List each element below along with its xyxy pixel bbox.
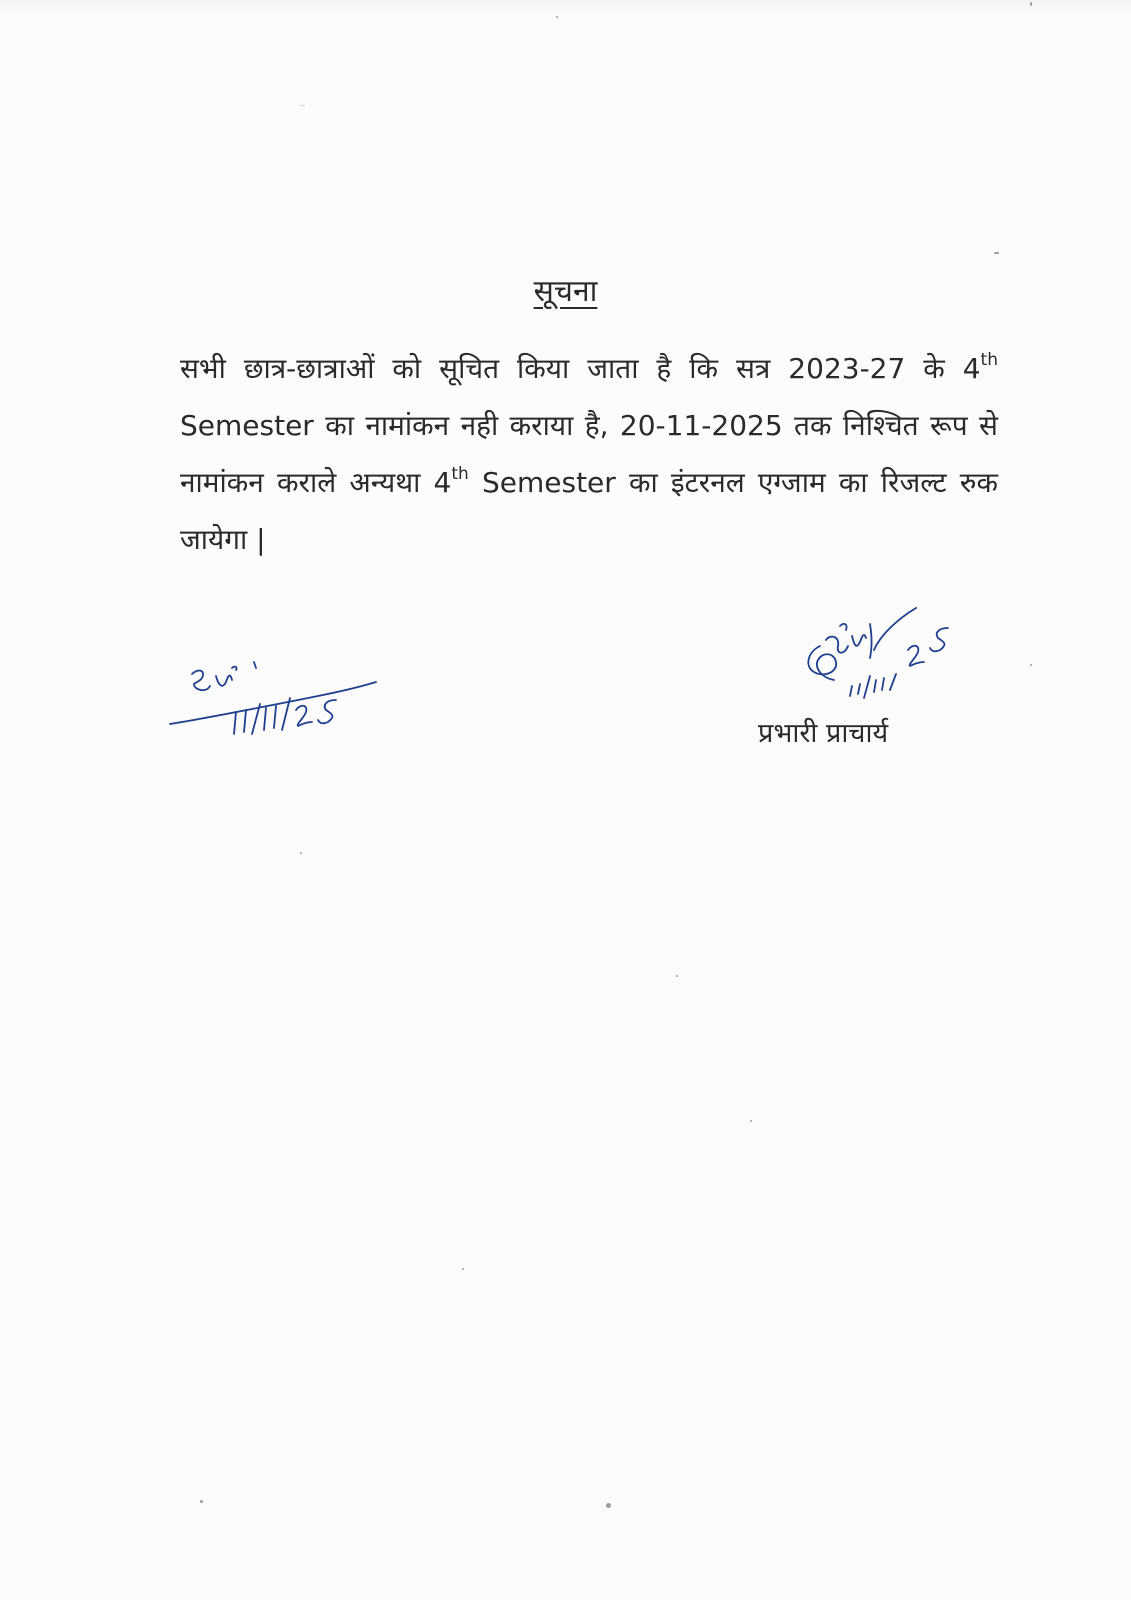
right-signature-date: 11/11/25: [300, 106, 305, 107]
designation-label: प्रभारी प्राचार्य: [758, 718, 889, 749]
scan-speck: [994, 252, 999, 254]
ordinal-suffix-2: th: [451, 464, 469, 484]
scan-speck: [200, 1500, 203, 1503]
scan-speck: [556, 16, 558, 18]
scan-speck: [1030, 664, 1032, 666]
ordinal-suffix-1: th: [980, 350, 998, 370]
scan-speck: [1030, 2, 1032, 6]
notice-title: सूचना: [533, 274, 598, 309]
notice-body: [180, 340, 998, 568]
notice-text-part-3: Semester का इंटरनल एग्जाम का रिजल्ट रुक जायेगा |: [180, 466, 998, 556]
notice-text-part-2: Semester का नामांकन नही कराया है, 20-11-2025 तक निश्चित रूप से नामांकन कराले अन्यथा 4: [180, 409, 998, 499]
scan-speck: [300, 852, 302, 854]
scan-speck: [676, 975, 678, 977]
notice-text-part-1: सभी छात्र-छात्राओं को सूचित किया जाता है कि सत्र 2023-27 के 4: [180, 352, 981, 385]
left-signature: [168, 660, 388, 750]
scan-speck: [462, 1268, 464, 1270]
notice-title-wrapper: [0, 272, 1131, 312]
scan-speck: [606, 1503, 611, 1508]
scan-speck: [750, 1120, 752, 1122]
